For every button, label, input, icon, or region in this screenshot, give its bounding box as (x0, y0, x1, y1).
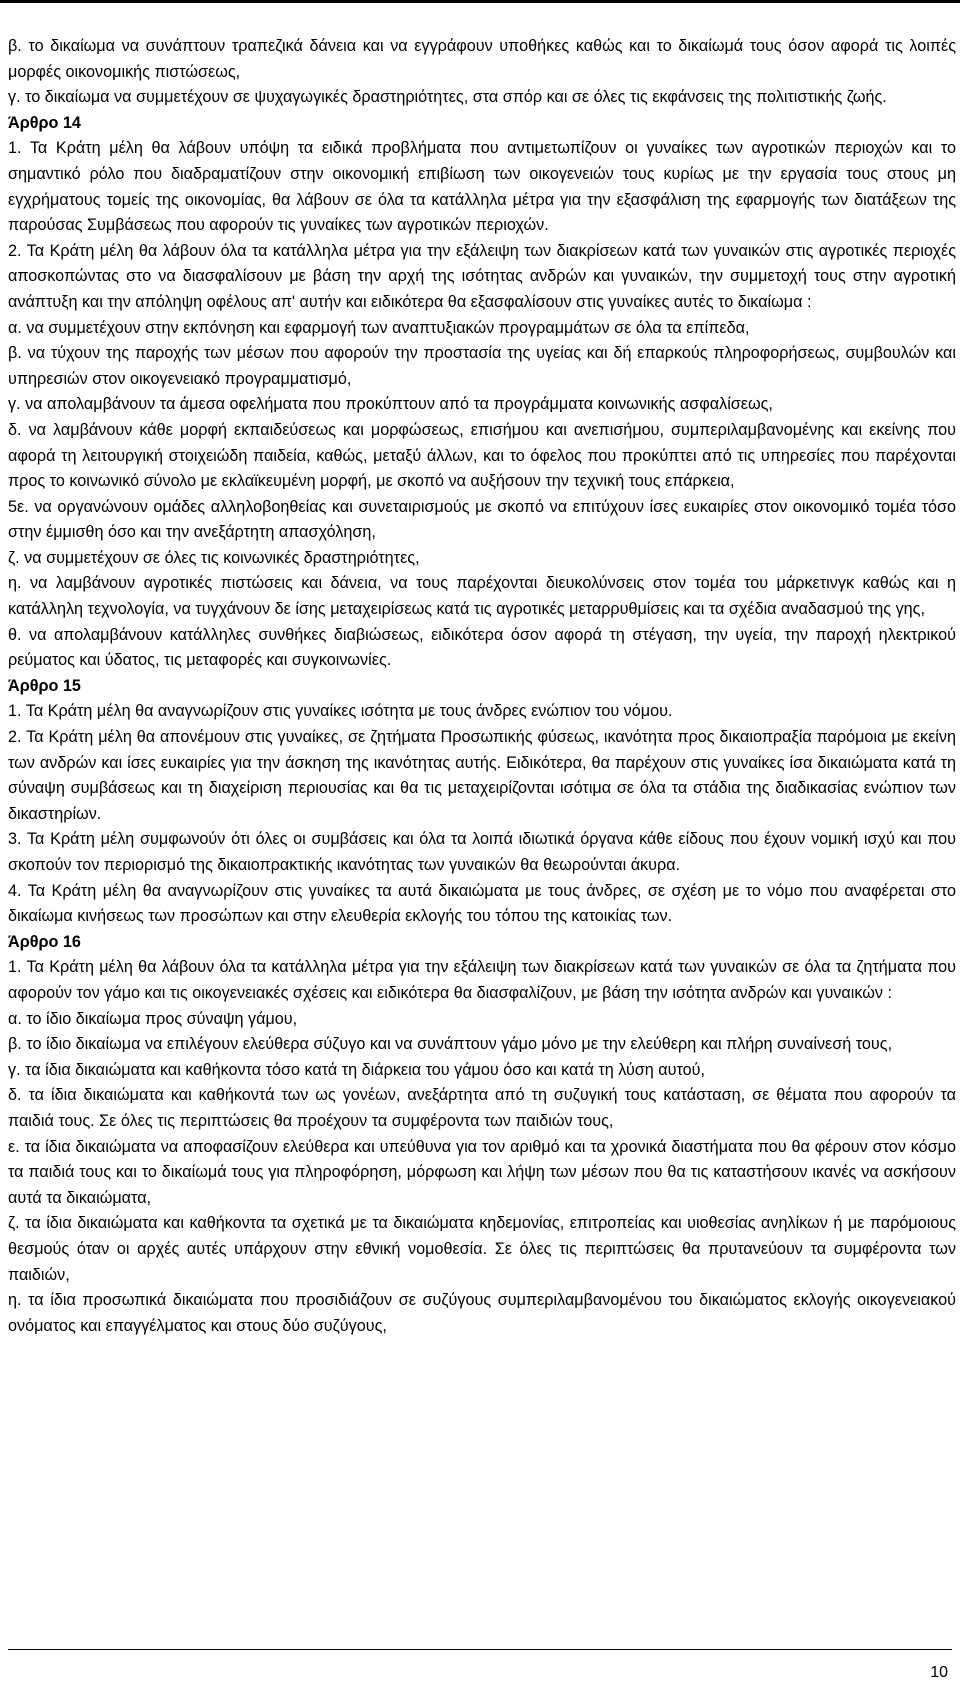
paragraph: 3. Τα Κράτη μέλη συμφωνούν ότι όλες οι συμβάσεις και όλα τα λοιπά ιδιωτικά όργανα κάθε είδους που έχουν νομική ισχύ και που σκοπούν τον περιορισμό της δικαιοπρακτικής ικανότητας των γυναικών θα θεωρούνται άκυρα. (8, 830, 956, 874)
paragraph: ε. τα ίδια δικαιώματα να αποφασίζουν ελεύθερα και υπεύθυνα για τον αριθμό και τα χρονικά διαστήματα που θα φέρουν στον κόσμο τα παιδιά τους και το δικαίωμά τους για πληροφόρηση, μόρφωση και λήψη των μέσων που θα τις καταστήσουν ικανές να ασκήσουν αυτά τα δικαιώματα, (8, 1137, 956, 1207)
paragraph: α. να συμμετέχουν στην εκπόνηση και εφαρμογή των αναπτυξιακών προγραμμάτων σε όλα τα επίπεδα, (8, 318, 750, 337)
paragraph: ζ. να συμμετέχουν σε όλες τις κοινωνικές δραστηριότητες, (8, 548, 420, 567)
paragraph: β. να τύχουν της παροχής των μέσων που αφορούν την προστασία της υγείας και δή επαρκούς πληροφορήσεως, συμβουλών και υπηρεσιών στον οικογενειακό προγραμματισμό, (8, 344, 956, 388)
paragraph: α. το ίδιο δικαίωμα προς σύναψη γάμου, (8, 1009, 298, 1028)
paragraph: η. τα ίδια προσωπικά δικαιώματα που προσιδιάζουν σε συζύγους συμπεριλαμβανομένου του δικαιώματος εκλογής οικογενειακού ονόματος και επαγγέλματος και στους δύο συζύγους, (8, 1291, 956, 1335)
page-number: 10 (930, 1664, 948, 1681)
paragraph: β. το δικαίωμα να συνάπτουν τραπεζικά δάνεια και να εγγράφουν υποθήκες καθώς και το δικαίωμά τους όσον αφορά τις λοιπές μορφές οικονομικής πιστώσεως, (8, 37, 956, 81)
paragraph: β. το ίδιο δικαίωμα να επιλέγουν ελεύθερα σύζυγο και να συνάπτουν γάμο μόνο με την ελεύθερη και πλήρη συναίνεσή τους, (8, 1035, 893, 1054)
paragraph: 2. Τα Κράτη μέλη θα λάβουν όλα τα κατάλληλα μέτρα για την εξάλειψη των διακρίσεων κατά των γυναικών στις αγροτικές περιοχές αποσκοπώντας στο να διασφαλίσουν με βάση την αρχή της ισότητας ανδρών και γυναικών, την συμμετοχή τους στην αγροτική ανάπτυξη και την απόληψη οφέλους απ' αυτήν και ειδικότερα θα εξασφαλίσουν στις γυναίκες αυτές το δικαίωμα : (8, 241, 956, 311)
paragraph: 1. Τα Κράτη μέλη θα λάβουν όλα τα κατάλληλα μέτρα για την εξάλειψη των διακρίσεων κατά των γυναικών σε όλα τα ζητήματα που αφορούν τον γάμο και τις οικογενειακές σχέσεις και ειδικότερα θα διασφαλίζουν, με βάση την ισότητα ανδρών και γυναικών : (8, 958, 956, 1002)
article-heading: Άρθρο 14 (8, 113, 81, 132)
paragraph: θ. να απολαμβάνουν κατάλληλες συνθήκες διαβιώσεως, ειδικότερα όσον αφορά τη στέγαση, την υγεία, την παροχή ηλεκτρικού ρεύματος και ύδατος, τις μεταφορές και συγκοινωνίες. (8, 625, 956, 670)
paragraph: 1. Τα Κράτη μέλη θα λάβουν υπόψη τα ειδικά προβλήματα που αντιμετωπίζουν οι γυναίκες των αγροτικών περιοχών και το σημαντικό ρόλο που διαδραματίζουν στην οικονομική επιβίωση των οικογενειών τους κυρίως με την εργασία τους στους μη εγχρήματους τομείς της οικονομίας, θα λάβουν σε όλα τα κατάλληλα μέτρα για την εξασφάλιση της εφαρμογής των διατάξεων της παρούσας Συμβάσεως που αφορούν τις γυναίκες των αγροτικών περιοχών. (8, 139, 956, 235)
footer-rule (8, 1649, 952, 1650)
paragraph: 5ε. να οργανώνουν ομάδες αλληλοβοηθείας και συνεταιρισμούς με σκοπό να επιτύχουν ίσες ευκαιρίες στον οικονομικό τομέα τόσο στην έμμισθη όσο και την ανεξάρτητη απασχόληση, (8, 497, 956, 542)
paragraph: δ. τα ίδια δικαιώματα και καθήκοντά των ως γονέων, ανεξάρτητα από τη συζυγική τους κατάσταση, σε θέματα που αφορούν τα παιδιά τους. Σε όλες τις περιπτώσεις θα προέχουν τα συμφέροντα των παιδιών τους, (8, 1086, 956, 1130)
paragraph: η. να λαμβάνουν αγροτικές πιστώσεις και δάνεια, να τους παρέχονται διευκολύνσεις στον τομέα του μάρκετινγκ καθώς και η κατάλληλη τεχνολογία, να τυγχάνουν δε ίσης μεταχειρίσεως κατά τις αγροτικές μεταρρυθμίσεις και τα σχέδια αναδασμού της γης, (8, 574, 956, 619)
article-heading: Άρθρο 16 (8, 932, 81, 951)
paragraph: γ. να απολαμβάνουν τα άμεσα οφελήματα που προκύπτουν από τα προγράμματα κοινωνικής ασφαλίσεως, (8, 395, 773, 414)
document-body (8, 34, 956, 1339)
paragraph: 4. Τα Κράτη μέλη θα αναγνωρίζουν στις γυναίκες τα αυτά δικαιώματα με τους άνδρες, σε σχέση με το νόμο που αναφέρεται στο δικαίωμα κινήσεως των προσώπων και στην ελευθερία εκλογής του τόπου της κατοικίας των. (8, 881, 956, 926)
paragraph: γ. το δικαίωμα να συμμετέχουν σε ψυχαγωγικές δραστηριότητες, στα σπόρ και σε όλες τις εκφάνσεις της πολιτιστικής ζωής. (8, 88, 887, 107)
paragraph: ζ. τα ίδια δικαιώματα και καθήκοντα τα σχετικά με τα δικαιώματα κηδεμονίας, επιτροπείας και υιοθεσίας ανηλίκων ή με παρόμοιους θεσμούς όταν οι αρχές αυτές υπάρχουν στην εθνική νομοθεσία. Σε όλες τις περιπτώσεις θα πρυτανεύουν τα συμφέροντα των παιδιών, (8, 1214, 956, 1284)
paragraph: δ. να λαμβάνουν κάθε μορφή εκπαιδεύσεως και μορφώσεως, επισήμου και ανεπισήμου, συμπεριλαμβανομένης και εκείνης που αφορά τη λειτουργική στοιχειώδη παιδεία, καθώς, μεταξύ άλλων, και το όφελος που προκύπτει από τις υπηρεσίες που παρέχονται προς το κοινωνικό σύνολο με εκλαϊκευμένη μορφή, με σκοπό να αυξήσουν την τεχνική τους επάρκεια, (8, 420, 956, 491)
article-heading: Άρθρο 15 (8, 676, 81, 695)
paragraph: 1. Τα Κράτη μέλη θα αναγνωρίζουν στις γυναίκες ισότητα με τους άνδρες ενώπιον του νόμου. (8, 702, 673, 721)
paragraph: γ. τα ίδια δικαιώματα και καθήκοντα τόσο κατά τη διάρκεια του γάμου όσο και κατά τη λύση αυτού, (8, 1060, 706, 1079)
paragraph: 2. Τα Κράτη μέλη θα απονέμουν στις γυναίκες, σε ζητήματα Προσωπικής φύσεως, ικανότητα προς δικαιοπραξία παρόμοια με εκείνη των ανδρών και ίσες ευκαιρίες για την άσκηση της ικανότητας αυτής. Ειδικότερα, θα παρέχουν στις γυναίκες ίσα δικαιώματα κατά τη σύναψη συμβάσεως και τη διαχείριση περιουσίας και θα τις μεταχειρίζονται ισότιμα σε όλα τα στάδια της διαδικασίας ενώπιον των δικαστηρίων. (8, 728, 956, 823)
